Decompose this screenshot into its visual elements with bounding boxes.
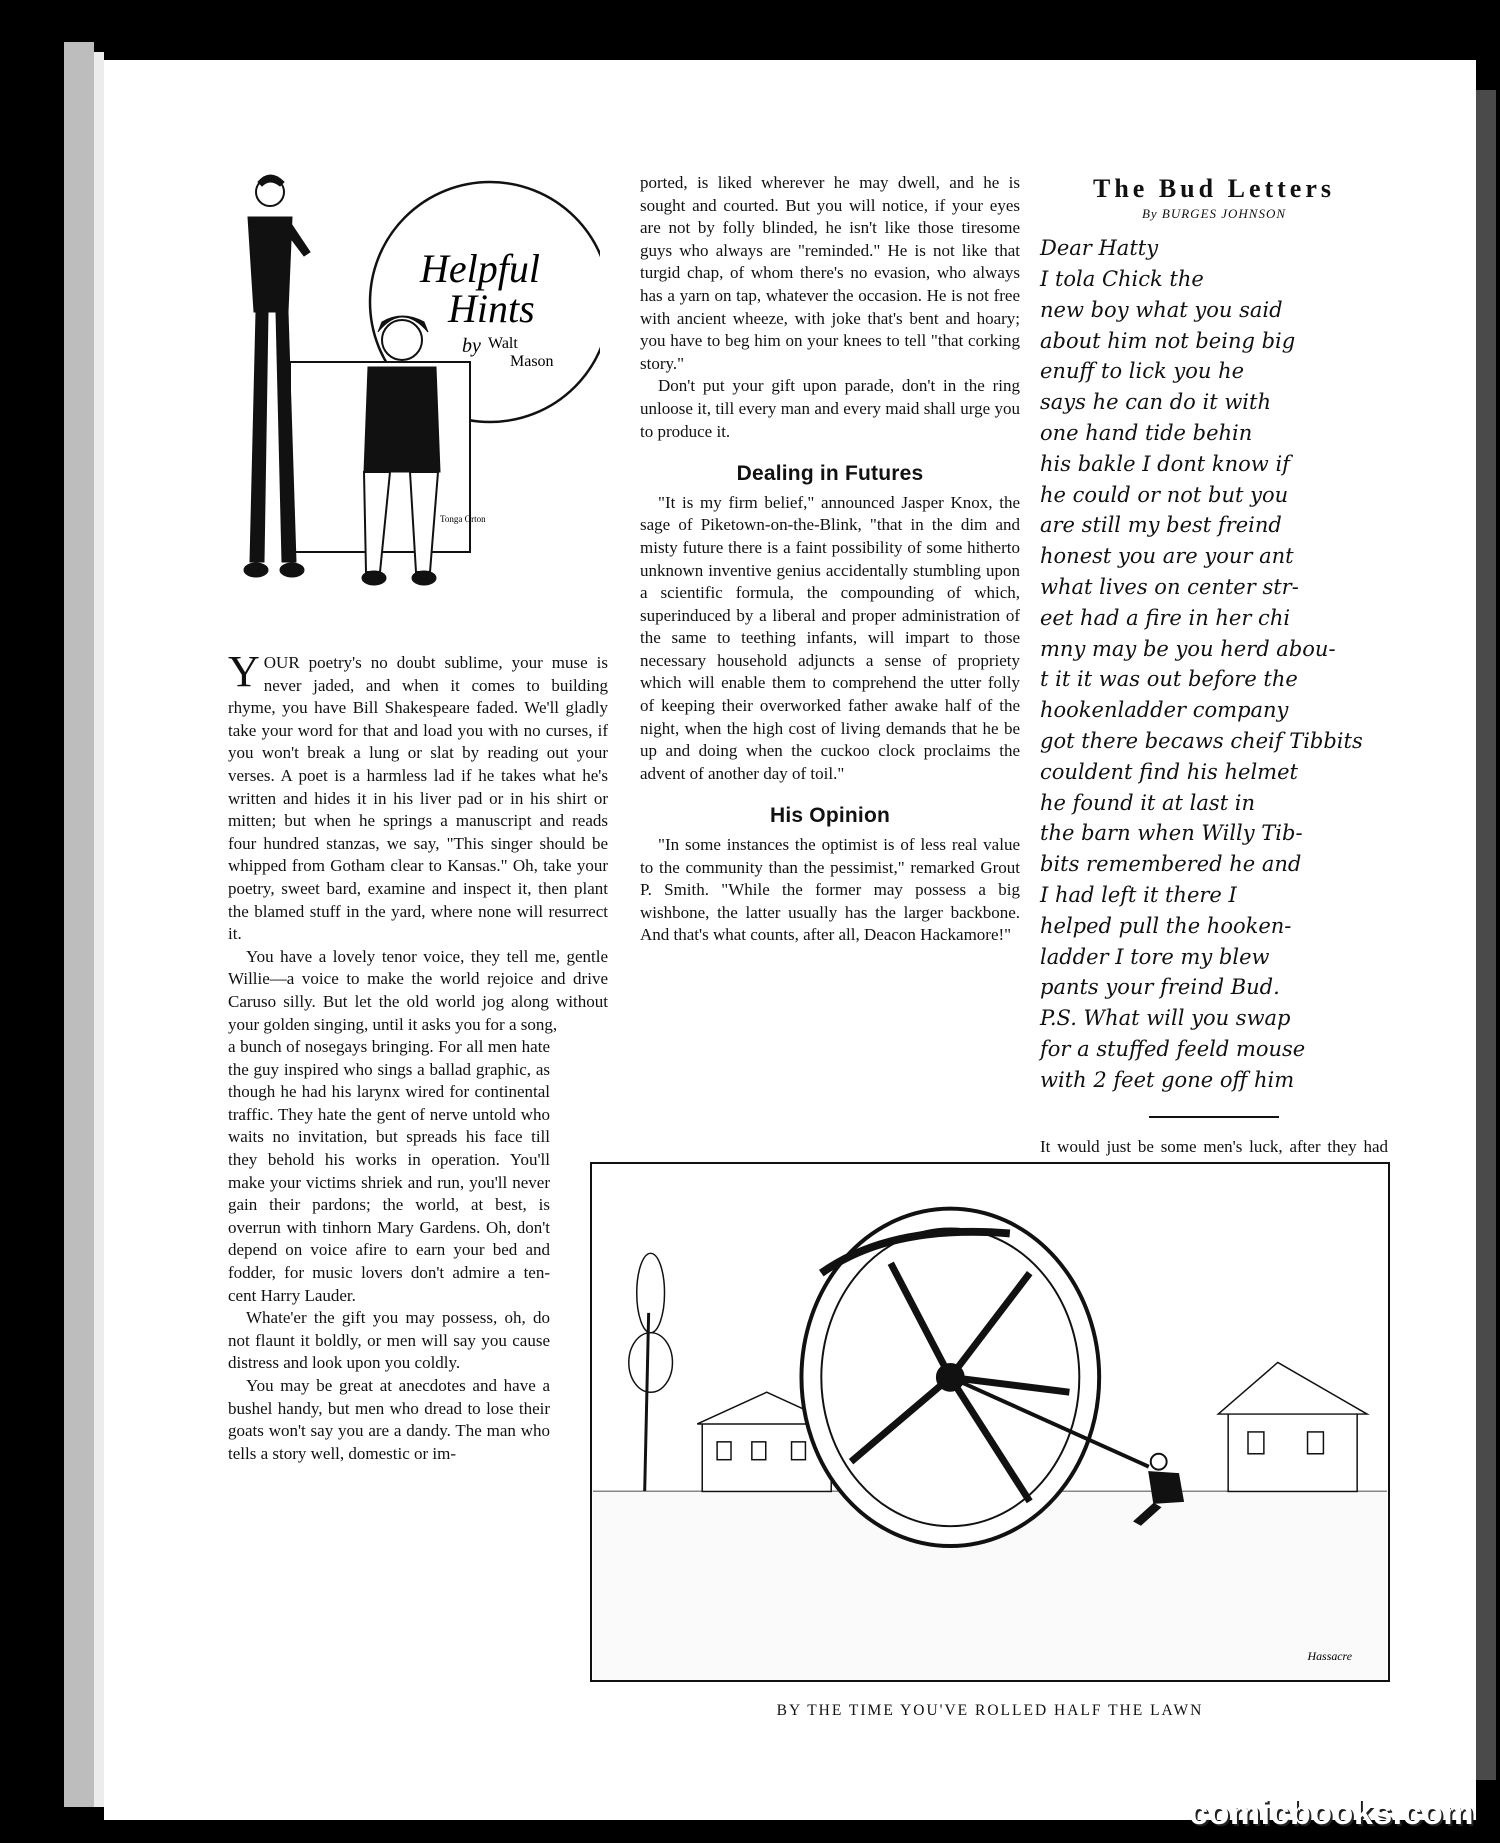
letter-line: his bakle I dont know if [1040, 451, 1290, 476]
section-divider [1149, 1116, 1279, 1118]
middle-column [640, 172, 1020, 947]
letter-line: he could or not but you [1040, 482, 1289, 507]
book-spine [64, 42, 94, 1807]
dealing-text: "It is my firm belief," announced Jasper Knox, the sage of Piketown-on-the-Blink, "that in the dim and misty future there is a faint possibility of some hitherto unknown inventive genius accidentally stumbling upon a scientific formula, the compounding of which, superinduced by a liberal and proper administration of the same to teething infants, will impart to those necessary household adjuncts a sense of propriety which will enable them to comprehend the utter folly of keeping their overworked father awake half of the night, when the high cost of living demands that he be up and doing when the cuckoo clock proclaims the advent of another day of toil." [640, 492, 1020, 783]
byline-last-name: Mason [510, 353, 554, 370]
handwritten-letter [1040, 233, 1388, 1095]
title-helpful: Helpful [420, 246, 540, 291]
drop-cap: Y [228, 647, 260, 696]
lawn-roller-cartoon [590, 1162, 1390, 1682]
helpful-hints-paragraph-3: Whate'er the gift you may possess, oh, do not flaunt it boldly, or men will say you cause distress and look upon you coldly. [228, 1308, 550, 1373]
helpful-hints-column [228, 647, 608, 1465]
letter-line: enuff to lick you he [1040, 359, 1245, 384]
letter-line: are still my best freind [1040, 513, 1282, 538]
letter-line: what lives on center str- [1040, 574, 1299, 599]
letter-line: mny may be you herd abou- [1040, 636, 1336, 661]
helpful-hints-paragraph-5: Don't put your gift upon parade, don't in the ring unloose it, till every man and every maid shall urge you to produce it. [640, 376, 1020, 441]
cartoonist-signature: Hassacre [1307, 1649, 1353, 1664]
helpful-hints-paragraph-4-continued: ported, is liked wherever he may dwell, and he is sought and courted. But you will notice, if your eyes are not by folly blinded, he isn't like those tiresome guys who always are "reminded." He is not like that turgid chap, of whom there's no evasion, who always has a yarn on tap, whatever the occasion. He is not free with ancient wheeze, with joke that's bent and hoary; you have to beg him on your knees to tell "that corking story." [640, 173, 1020, 373]
letter-line: new boy what you said [1040, 297, 1283, 322]
letter-line: pants your freind Bud. [1040, 975, 1280, 1000]
letter-line: honest you are your ant [1040, 544, 1294, 569]
book-gutter [94, 52, 104, 1807]
letter-line: t it it was out before the [1040, 667, 1298, 692]
letter-line: the barn when Willy Tib- [1040, 821, 1303, 846]
letter-line: eet had a fire in her chi [1040, 605, 1291, 630]
letter-line: says he can do it with [1040, 390, 1271, 415]
letter-line: about him not being big [1040, 328, 1296, 353]
letter-line: got there becaws cheif Tibbits [1040, 728, 1363, 753]
opinion-heading: His Opinion [769, 804, 891, 828]
letter-line: P.S. What will you swap [1040, 1006, 1291, 1031]
bud-letters-byline: By BURGES JOHNSON [1141, 205, 1287, 221]
helpful-hints-paragraph-2a: You have a lovely tenor voice, they tell me, gentle Willie—a voice to make the world rejoice and drive Caruso silly. But let the old world jog along without your golden singing, until it asks you for a song, [228, 946, 608, 1034]
letter-line: I had left it there I [1040, 882, 1237, 907]
letter-line: for a stuffed feeld mouse [1040, 1036, 1306, 1061]
opinion-text: "In some instances the optimist is of less real value to the community than the pessimist," remarked Grout P. Smith. "While the former may possess a big wishbone, the latter usually has the larger backbone. And that's what counts, after all, Deacon Hackamore!" [640, 835, 1020, 945]
letter-line: I tola Chick the [1040, 266, 1204, 291]
narrow-column-block [228, 1036, 550, 1465]
cartoon-caption: BY THE TIME YOU'VE ROLLED HALF THE LAWN [776, 1702, 1204, 1719]
letter-line: helped pull the hooken- [1040, 913, 1292, 938]
dealing-heading: Dealing in Futures [736, 462, 924, 486]
byline-by: by [462, 335, 481, 357]
letter-line: hookenladder company [1040, 698, 1289, 723]
letter-line: he found it at last in [1040, 790, 1256, 815]
rain-check-joke: It would just be some men's luck, after they had [1040, 1136, 1388, 1156]
helpful-hints-paragraph-4: You may be great at anecdotes and have a bushel handy, but men who dread to lose their goats won't say you are a dandy. The man who tells a story well, domestic or im- [228, 1376, 550, 1463]
paragraph-1-text: OUR poetry's no doubt sublime, your muse is never jaded, and when it comes to building rhyme, you have Bill Shakespeare faded. We'll gladly take your word for that and load you with no curses, if you won't break a lung or slat by reading out your verses. A poet is a harmless lad if he takes what he's written and hides it in his liver pad or in his shirt or mitten; but when he springs a manuscript and reads four hundred stanzas, we say, "This singer should be whipped from Gotham clear to Kansas." Oh, take your poetry, sweet bard, examine and inspect it, then plant the blamed stuff in the yard, where none will resurrect it. [228, 653, 608, 944]
artist-signature: Tonga Orton [440, 514, 486, 524]
helpful-hints-paragraph-1 [228, 647, 608, 946]
bud-letters-column [1040, 174, 1388, 1181]
helpful-hints-illustration [240, 172, 600, 602]
byline-first-name: Walt [488, 335, 518, 352]
letter-line: Dear Hatty [1040, 236, 1159, 261]
helpful-hints-paragraph-2b: a bunch of nosegays bringing. For all men hate the guy inspired who sings a ballad graphic, as though he had his larynx wired for continental traffic. They hate the gent of nerve untold who waits no invitation, but spreads his face till they behold his works in operation. You'll make your victims shriek and run, you'll never gain their pardons; the world, at best, is overrun with tinhorn Mary Gardens. Oh, don't depend on voice afire to earn your bed and fodder, for music lovers don't admire a ten-cent Harry Lauder. [228, 1037, 550, 1305]
bud-letters-title: The Bud Letters [1093, 174, 1335, 203]
watermark: comicbooks.com [1189, 1794, 1474, 1832]
letter-line: couldent find his helmet [1040, 759, 1298, 784]
title-hints: Hints [448, 286, 535, 331]
letter-line: one hand tide behin [1040, 420, 1253, 445]
letter-line: ladder I tore my blew [1040, 944, 1270, 969]
facing-page-edge [1476, 90, 1496, 1780]
letter-line: with 2 feet gone off him [1040, 1067, 1295, 1092]
letter-line: bits remembered he and [1040, 852, 1302, 877]
